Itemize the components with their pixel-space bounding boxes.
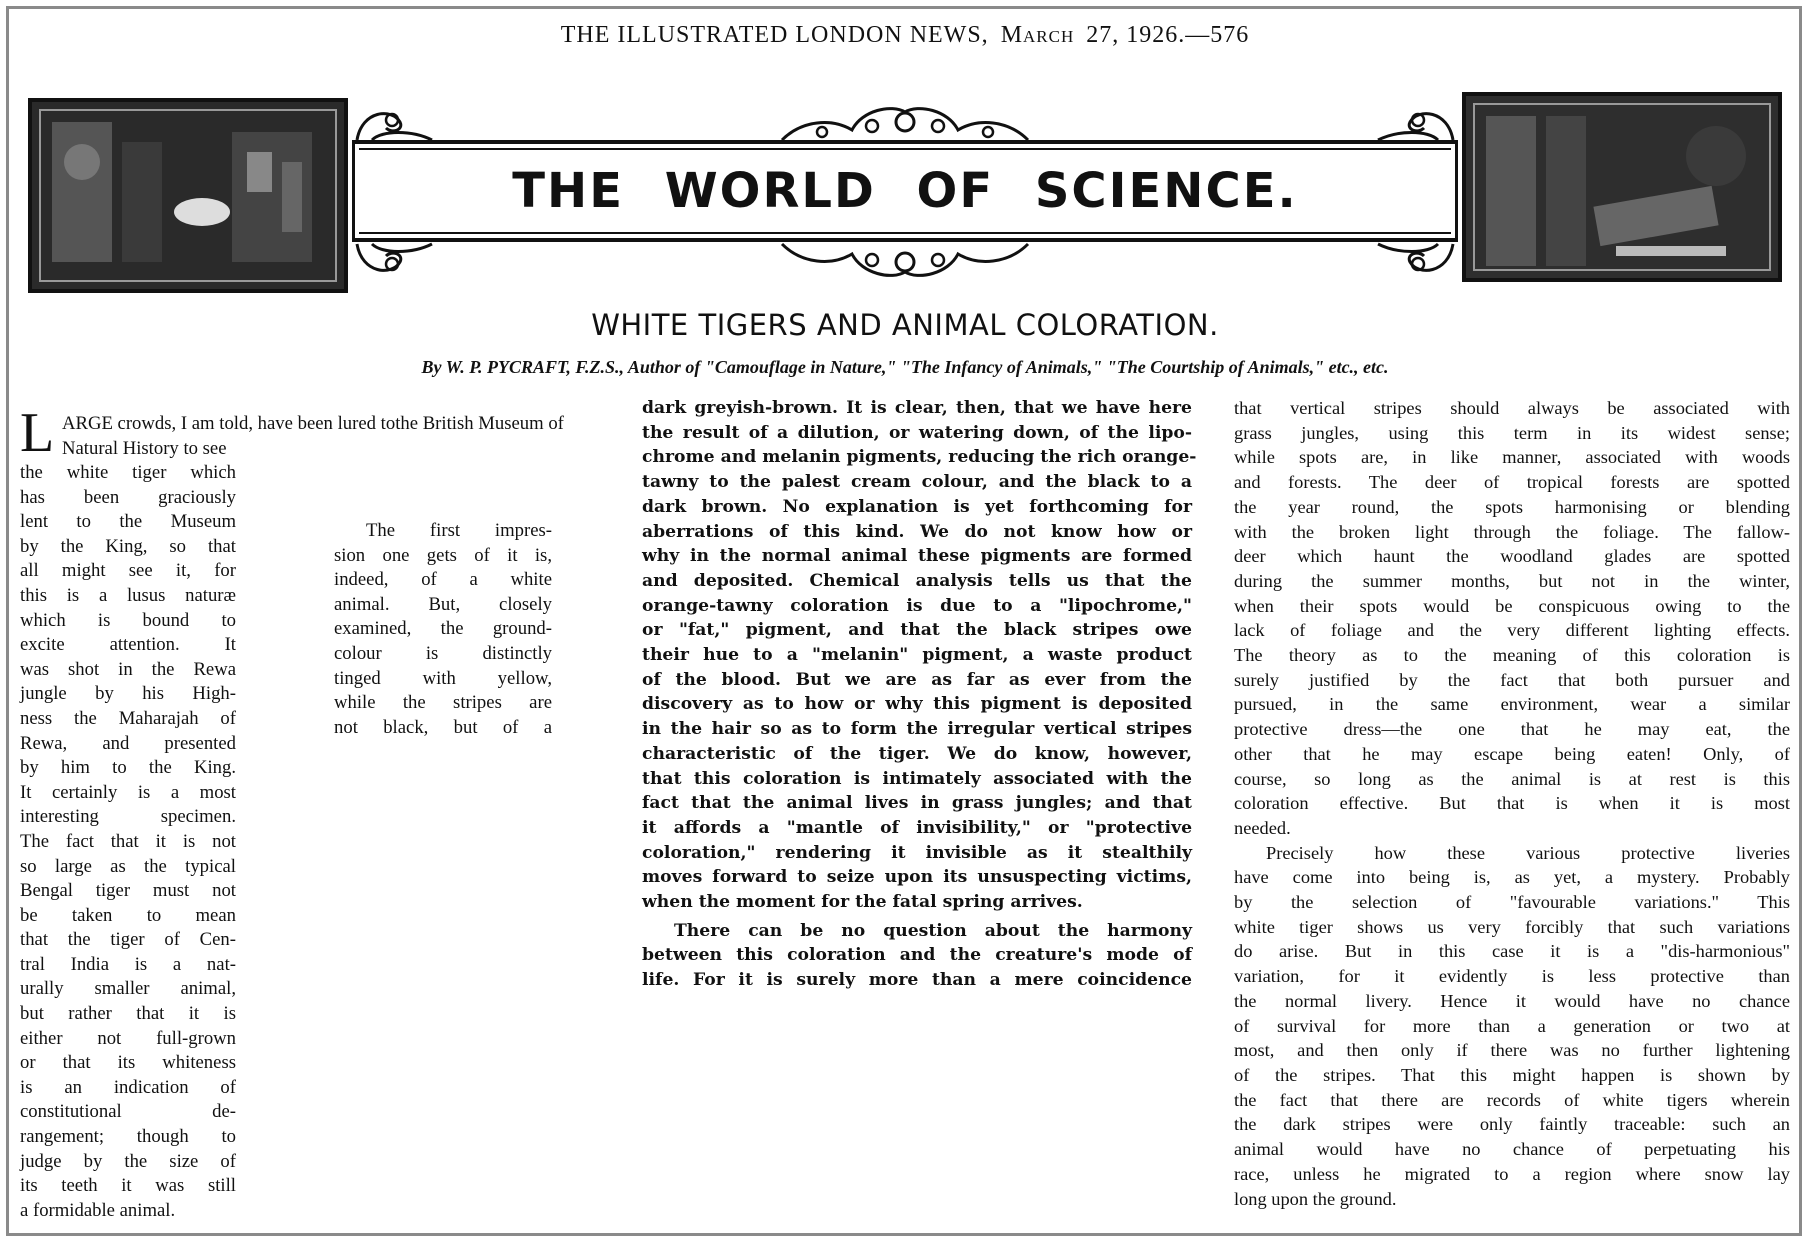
left-photo-image: [32, 102, 344, 289]
text-line: be taken to mean: [20, 904, 236, 926]
text-line: The fact that it is not: [20, 830, 236, 852]
text-line: its teeth it was still: [20, 1175, 236, 1197]
text-line: that the tiger of Cen-: [20, 929, 236, 951]
text-line: characteristic of the tiger. We do know, however,: [642, 743, 1192, 764]
text-line: but rather that it is: [20, 1003, 236, 1025]
text-line: deer which haunt the woodland glades are spotted: [1234, 546, 1790, 567]
text-line: Precisely how these various protective liveries: [1266, 842, 1790, 863]
text-line: The theory as to the meaning of this coloration is: [1234, 645, 1790, 666]
text-line: this is a lusus naturæ: [20, 584, 236, 606]
text-line: during the summer months, but not in the winter,: [1234, 570, 1790, 591]
text-line: judge by the size of: [20, 1150, 236, 1172]
text-line: not black, but of a: [334, 716, 552, 738]
text-line: when the moment for the fatal spring arrives.: [642, 892, 1083, 913]
text-line: needed.: [1234, 817, 1291, 838]
text-line: all might see it, for: [20, 560, 236, 582]
text-line: the fact that there are records of white tigers wherein: [1234, 1089, 1790, 1110]
text-line: by him to the King.: [20, 757, 236, 779]
text-line: It certainly is a most: [20, 781, 236, 803]
right-photo-image: [1466, 96, 1778, 278]
publication-name: THE ILLUSTRATED LONDON NEWS,: [560, 22, 989, 48]
issue-date: 27, 1926.—576: [1086, 22, 1250, 48]
text-line: so large as the typical: [20, 855, 236, 877]
text-line: ARGE crowds, I am told, have been lured to: [62, 413, 396, 434]
text-line: chrome and melanin pigments, reducing the rich orange-: [642, 447, 1197, 468]
text-line: protective dress—the one that he may eat, the: [1234, 719, 1790, 740]
text-line: and forests. The deer of tropical forests are spotted: [1234, 472, 1790, 493]
masthead: [0, 22, 1810, 49]
issue-month: March: [1000, 22, 1075, 48]
text-line: why in the normal animal these pigments are formed: [642, 546, 1192, 567]
text-line: other that he may escape being eaten! Only, of: [1234, 743, 1790, 764]
text-line: course, so long as the animal is at rest is this: [1234, 768, 1790, 789]
text-line: the year round, the spots harmonising or blending: [1234, 496, 1790, 517]
text-line: of survival for more than a generation or two at: [1234, 1015, 1790, 1036]
text-line: tinged with yellow,: [334, 667, 552, 689]
text-line: tawny to the palest cream colour, and the black to a: [642, 472, 1192, 493]
text-line: ness the Maharajah of: [20, 707, 236, 729]
text-line: grass jungles, using this term in its widest sense;: [1234, 422, 1790, 443]
text-line: or that its whiteness: [20, 1052, 236, 1074]
text-line: interesting specimen.: [20, 806, 236, 828]
text-line: do arise. But in this case it is a "dis-harmonious": [1234, 941, 1790, 962]
text-line: with the broken light through the foliage. The fallow-: [1234, 521, 1790, 542]
text-line: rangement; though to: [20, 1126, 236, 1148]
text-line: is an indication of: [20, 1076, 236, 1098]
text-line: coloration," rendering it invisible as it stealthily: [642, 842, 1192, 863]
text-line: when their spots would be conspicuous owing to the: [1234, 595, 1790, 616]
right-photograph: [1462, 92, 1782, 282]
text-line: race, unless he migrated to a region where snow lay: [1234, 1163, 1790, 1184]
article-byline: By W. P. PYCRAFT, F.Z.S., Author of "Camouflage in Nature," "The Infancy of Animals," "The Courtship of Animals," etc., etc.: [421, 357, 1389, 377]
text-line: tral India is a nat-: [20, 953, 236, 975]
text-line: aberrations of this kind. We do not know how or: [642, 521, 1192, 542]
text-line: their hue to a "melanin" pigment, a waste product: [642, 645, 1192, 666]
text-line: a formidable animal.: [20, 1199, 176, 1221]
drop-cap: L: [20, 402, 55, 464]
text-line: sion one gets of it is,: [334, 544, 552, 566]
text-line: urally smaller animal,: [20, 978, 236, 1000]
text-line: examined, the ground-: [334, 618, 552, 640]
text-line: and deposited. Chemical analysis tells us that the: [642, 570, 1192, 591]
text-line: the dark stripes were only faintly traceable: such an: [1234, 1114, 1790, 1135]
article-headline: WHITE TIGERS AND ANIMAL COLORATION.: [591, 308, 1219, 342]
text-line: jungle by his High-: [20, 683, 236, 705]
middle-column: [642, 396, 1197, 993]
text-line: in the hair so as to form the irregular vertical stripes: [642, 719, 1192, 740]
text-line: was shot in the Rewa: [20, 658, 236, 680]
text-line: the white tiger which: [20, 462, 236, 483]
left-photograph: [28, 98, 348, 293]
text-line: of the blood. But we are as far as ever from the: [642, 669, 1192, 690]
text-line: that this coloration is intimately associated with the: [642, 768, 1192, 789]
text-line: have come into being is, as yet, a mystery. Probably: [1234, 867, 1790, 888]
text-line: life. For it is surely more than a mere coincidence: [642, 970, 1192, 991]
text-line: long upon the ground.: [1234, 1188, 1397, 1209]
text-line: between this coloration and the creature's mode of: [642, 945, 1192, 966]
text-line: that vertical stripes should always be associated with: [1234, 398, 1790, 418]
text-line: lent to the Museum: [20, 511, 236, 533]
text-line: it affords a "mantle of invisibility," or "protective: [642, 817, 1192, 838]
text-line: constitutional de-: [20, 1101, 236, 1123]
text-line: Rewa, and presented: [20, 732, 236, 754]
text-line: indeed, of a white: [334, 569, 552, 591]
text-line: most, and then only if there was no further lightening: [1234, 1040, 1790, 1061]
text-line: fact that the animal lives in grass jungles; and that: [642, 793, 1192, 814]
right-column: [1234, 396, 1790, 1211]
text-line: pursued, in the same environment, wear a similar: [1234, 694, 1790, 715]
text-line: excite attention. It: [20, 634, 236, 656]
text-line: animal. But, closely: [334, 593, 552, 615]
text-line: variation, for it evidently is less protective than: [1234, 966, 1790, 987]
text-line: by the King, so that: [20, 535, 236, 557]
bottom-ornament: [352, 240, 1458, 286]
text-line: animal would have no chance of perpetuating his: [1234, 1139, 1790, 1160]
text-line: dark greyish-brown. It is clear, then, that we have here: [642, 398, 1192, 418]
text-line: white tiger shows us very forcibly that such variations: [1234, 916, 1790, 937]
opening-lines: [62, 412, 568, 461]
left-column: [20, 461, 236, 1223]
text-line: of the stripes. That this might happen is shown by: [1234, 1064, 1790, 1085]
text-line: orange-tawny coloration is due to a "lipochrome,": [642, 595, 1192, 616]
section-title: THE WORLD OF SCIENCE.: [512, 163, 1298, 219]
text-line: There can be no question about the harmony: [674, 920, 1192, 941]
top-ornament: [352, 100, 1458, 144]
text-line: The first impres-: [366, 520, 552, 541]
text-line: coloration effective. But that is when it is most: [1234, 793, 1790, 814]
text-line: while the stripes are: [334, 692, 552, 714]
text-line: the result of a dilution, or watering down, of the lipo-: [642, 422, 1192, 443]
text-line: either not full-grown: [20, 1027, 236, 1049]
text-line: the normal livery. Hence it would have no chance: [1234, 990, 1790, 1011]
text-line: by the selection of "favourable variations." This: [1234, 892, 1790, 913]
text-line: has been graciously: [20, 486, 236, 508]
text-line: the British Museum of Natural History to see: [62, 413, 564, 459]
text-line: while spots are, in like manner, associated with woods: [1234, 447, 1790, 468]
text-line: which is bound to: [20, 609, 236, 631]
text-line: dark brown. No explanation is yet forthcoming for: [642, 496, 1192, 517]
inset-column: [334, 519, 552, 740]
text-line: surely justified by the fact that both pursuer and: [1234, 669, 1790, 690]
text-line: lack of foliage and the very different lighting effects.: [1234, 620, 1790, 641]
text-line: Bengal tiger must not: [20, 880, 236, 902]
text-line: or "fat," pigment, and that the black stripes owe: [642, 620, 1192, 641]
text-line: colour is distinctly: [334, 642, 552, 664]
text-line: moves forward to seize upon its unsuspecting victims,: [642, 867, 1192, 888]
text-line: discovery as to how or why this pigment is deposited: [642, 694, 1192, 715]
